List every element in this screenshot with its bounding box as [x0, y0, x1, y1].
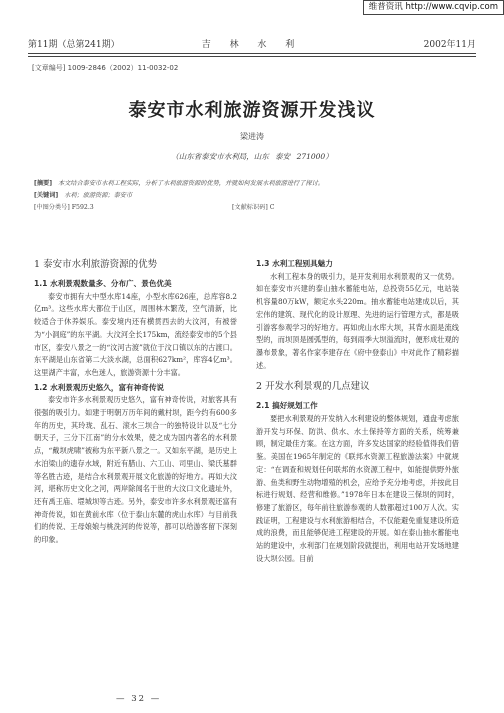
- abstract-label: [摘要]: [34, 180, 53, 187]
- body-paragraph: 要把水利景观的开发纳入水利建设的整体规划，通盘考虑旅游开发与环保、防洪、供水、水土保持等方面的关系，统筹兼顾，制定最佳方案。在这方面，许多发达国家的经验值得我们借鉴。美国在1965年制定的《联邦水资源工程旅游法案》中就规定：“在调查和规划任何联邦的水资源工程中，如能提供野外旅游、鱼类和野生动物增殖的机会，应给予充分地考虑，并按此目标进行规划、经营和维修。”1978年日本在建设三保坝的同时，修建了旅游区，每年前往旅游参观的人数都超过100万人次。实践证明，工程建设与水利旅游相结合，不仅能避免重复建设所造成的浪费，而且能够促进工程建设的开展。如在泰山抽水蓄能电站的建设中，水利部门在规划阶段就提出，利用电站开发场地建设大坝公园。目前: [256, 414, 459, 563]
- section-heading: 1 泰安市水利旅游资源的优势: [34, 259, 158, 270]
- doc-code-label: [文献标识码]: [232, 204, 268, 211]
- doc-code-group: [232, 202, 274, 211]
- section-heading: 2 开发水利景观的几点建议: [256, 381, 370, 393]
- affiliation: （山东省泰安市水利局，山东 泰安 271000）: [171, 152, 333, 161]
- page-title: 泰安市水利旅游资源开发浅议: [128, 100, 376, 121]
- watermark-stamp: 维普资讯 http://www.cqvip.com: [363, 0, 504, 15]
- body-paragraph: 水利工程本身的吸引力，是开发利用水利景观的又一优势。如在泰安市兴建的泰山抽水蓄能电站，总投资55亿元，电站装机容量80万kW，额定水头220m。抽水蓄能电站建成以后，其宏伟的建筑、现代化的设计原理、先进的运行管理方式，都是吸引游客参观学习的好地方。再如虎山水库大坝，其背水面是流线型的，而坝顶是圆弧型的，每到雨季大坝溢流时，便形成壮观的瀑布景象，著名作家李建存在《府中登泰山》中对此作了精彩描述。: [256, 271, 459, 370]
- clc-code: F592.3: [71, 204, 94, 211]
- header-rule-thick: [28, 53, 476, 54]
- journal-name: 吉 林 水 利: [201, 40, 303, 50]
- body-paragraph: 泰安市拥有大中型水库14座，小型水库626座，总库容8.2亿m³。这些水库大都位于山区，周围林木繁茂，空气清新，比较适合于休养娱乐。泰安境内还有横贯西去的大汶河，有被誉为“小洞庭”的东平湖。大汶河全长175km，流经泰安市的5个县市区，泰安八景之一的“汶河古渡”就位于汶口镇以东的古渡口。东平湖是山东省第二大淡水湖，总面积627km²，库容4亿m³。这里湖产丰富，水色迷人，旅游资源十分丰富。: [34, 291, 237, 377]
- issue-label: 第11期（总第241期）: [28, 40, 120, 50]
- subsection-heading: 1.2 水利景观历史悠久，富有神奇传说: [34, 382, 165, 392]
- abstract-text: 本文结合泰安市水利工程实际，分析了水利旅游资源的优势，并就如何发展水利旅游进行了探讨。: [57, 180, 324, 187]
- page-number: — 32 —: [116, 694, 162, 704]
- header-rule-thin: [28, 56, 476, 57]
- right-column: [256, 258, 459, 565]
- subsection-heading: 2.1 搞好规划工作: [256, 401, 318, 411]
- article-number: [文章编号] 1009-2846（2002）11-0032-02: [32, 64, 179, 72]
- keywords: [34, 190, 474, 199]
- left-column: [34, 258, 237, 547]
- issue-date: 2002年11月: [423, 40, 476, 50]
- body-paragraph: 泰安市许多水利景观历史悠久，富有神奇传说，对旅客具有很强的吸引力。如建于明朝万历年间的戴村坝，距今约有600多年的历史，其玲珑、乱石、滚水三坝合一的独特设计以及“七分朝天子，三分下江南”的分水效果，使之成为国内著名的水利景点，“戴坝虎啸”被称为东平新八景之一。又如东平湖，是历史上水泊梁山的遗存水域，附近有腊山、六工山、司里山、梁氏墓群等名胜古迹，是结合水利景观开展文化旅游的好地方。再如大汶河，堪称历史文化之河，两岸除闻名于世的大汶口文化遗址外，还有禹王庙、堽城坝等古迹。另外，泰安市许多水利景观还富有神奇传说，如在黄前水库（位于泰山东麓的虎山水库）与目前我们的传说、王母娘娘与桃洗河的传说等，都可以给游客留下深刻的印象。: [34, 395, 237, 545]
- classification: [34, 202, 474, 211]
- running-header: [28, 37, 476, 51]
- author: 梁进涛: [240, 132, 264, 141]
- clc-label: [中图分类号]: [34, 204, 70, 211]
- doc-code: C: [269, 204, 275, 211]
- abstract: [34, 178, 474, 187]
- keywords-label: [关键词]: [34, 192, 59, 199]
- subsection-heading: 1.3 水利工程别具魅力: [256, 259, 333, 268]
- keywords-text: 水利；旅游资源；泰安市: [64, 192, 133, 199]
- subsection-heading: 1.1 水利景观数量多、分布广、景色优美: [34, 279, 172, 288]
